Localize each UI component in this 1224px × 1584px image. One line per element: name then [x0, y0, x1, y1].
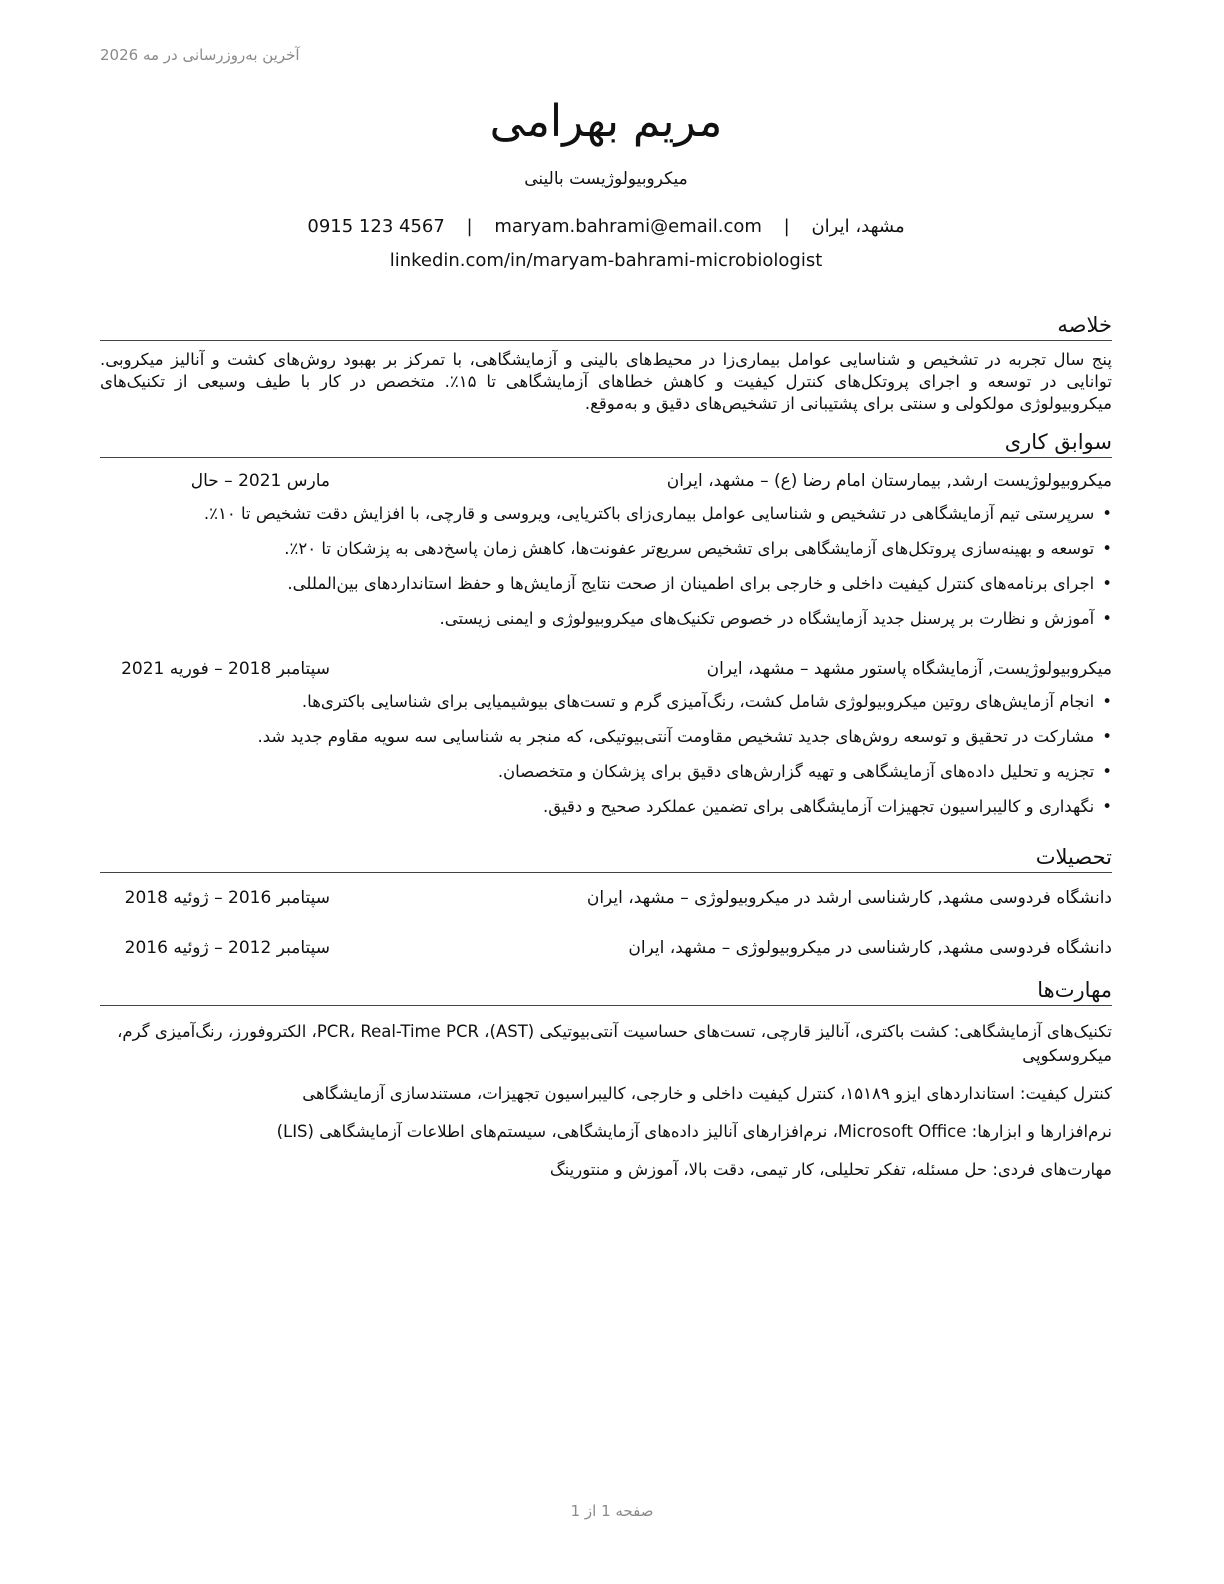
page-number: صفحه 1 از 1: [570, 1502, 654, 1520]
bullet-item: [100, 531, 1112, 566]
last-updated-note: آخرین به‌روزرسانی در مه 2026: [100, 46, 300, 64]
education-dates: سپتامبر 2016 – ژوئیه 2018: [124, 888, 330, 908]
job-header: [100, 654, 1112, 684]
education-entry: [100, 933, 1112, 963]
summary-text: پنج سال تجربه در تشخیص و شناسایی عوامل بیماری‌زا در محیط‌های بالینی و آزمایشگاهی، با تمرکز بر بهبود روش‌های کشت و آنالیز میکروبی. توانایی در توسعه و اجرای پروتکل‌های کنترل کیفیت و کاهش خطاهای آزمایشگاهی تا ۱۵٪. متخصص در کار با طیف وسیعی از تکنیک‌های میکروبیولوژی مولکولی و سنتی برای پشتیبانی از تشخیص‌های دقیق و به‌موقع.: [100, 350, 1112, 413]
skills-heading: مهارت‌ها: [100, 975, 1112, 1006]
skills-section: [100, 975, 1112, 1182]
bullet-item: [100, 684, 1112, 719]
separator: |: [466, 216, 473, 237]
experience-section: [100, 427, 1112, 824]
summary-section: [100, 310, 1112, 415]
bullet-text: اجرای برنامه‌های کنترل کیفیت داخلی و خارجی برای اطمینان از صحت نتایج آزمایش‌ها و حفظ استانداردهای بین‌المللی.: [287, 574, 1095, 593]
bullet-icon: •: [1102, 762, 1112, 781]
bullet-icon: •: [1102, 609, 1112, 628]
bullet-item: [100, 754, 1112, 789]
bullet-item: [100, 566, 1112, 601]
job-dates: مارس 2021 – حال: [190, 471, 330, 491]
bullet-icon: •: [1102, 797, 1112, 816]
bullet-text: نگهداری و کالیبراسیون تجهیزات آزمایشگاهی برای تضمین عملکرد صحیح و دقیق.: [542, 797, 1095, 816]
education-section: [100, 842, 1112, 963]
linkedin-line: [100, 248, 1112, 274]
bullet-item: [100, 789, 1112, 824]
bullet-icon: •: [1102, 539, 1112, 558]
education-text: دانشگاه فردوسی مشهد, کارشناسی ارشد در میکروبیولوژی – مشهد، ایران: [586, 888, 1112, 908]
contact-line: [100, 214, 1112, 240]
job-bullets: [100, 684, 1112, 824]
candidate-name: مریم بهرامی: [489, 96, 723, 147]
job-header: [100, 466, 1112, 496]
bullet-text: انجام آزمایش‌های روتین میکروبیولوژی شامل کشت، رنگ‌آمیزی گرم و تست‌های بیوشیمیایی برای شناسایی باکتری‌ها.: [301, 692, 1095, 711]
education-dates: سپتامبر 2012 – ژوئیه 2016: [124, 938, 330, 958]
education-heading: تحصیلات: [100, 842, 1112, 873]
skill-line: کنترل کیفیت: استانداردهای ایزو ۱۵۱۸۹، کنترل کیفیت داخلی و خارجی، کالیبراسیون تجهیزات، مستندسازی آزمایشگاهی: [302, 1084, 1112, 1103]
skill-line: مهارت‌های فردی: حل مسئله، تفکر تحلیلی، کار تیمی، دقت بالا، آموزش و منتورینگ: [549, 1160, 1112, 1179]
summary-heading: خلاصه: [100, 310, 1112, 341]
experience-heading: سوابق کاری: [100, 427, 1112, 458]
bullet-item: [100, 719, 1112, 754]
location: مشهد، ایران: [811, 216, 905, 237]
job-dates: سپتامبر 2018 – فوریه 2021: [121, 659, 330, 679]
separator: |: [783, 216, 790, 237]
skill-line: تکنیک‌های آزمایشگاهی: کشت باکتری، آنالیز قارچی، تست‌های حساسیت آنتی‌بیوتیکی (AST)، PCR، Real-Time PCR، الکتروفورز، رنگ‌آمیزی گرم، میکروسکوپی: [117, 1022, 1112, 1065]
bullet-icon: •: [1102, 692, 1112, 711]
bullet-text: توسعه و بهینه‌سازی پروتکل‌های آزمایشگاهی برای تشخیص سریع‌تر عفونت‌ها، کاهش زمان پاسخ‌دهی به پزشکان تا ۲۰٪.: [284, 539, 1095, 558]
linkedin-link[interactable]: linkedin.com/in/maryam-bahrami-microbiologist: [389, 250, 823, 271]
job-title: میکروبیولوژیست, آزمایشگاه پاستور مشهد – مشهد، ایران: [706, 659, 1112, 679]
phone-number: 0915 123 4567: [307, 216, 445, 237]
email-link[interactable]: maryam.bahrami@email.com: [494, 216, 762, 237]
bullet-icon: •: [1102, 727, 1112, 746]
candidate-title: میکروبیولوژیست بالینی: [524, 169, 688, 189]
education-text: دانشگاه فردوسی مشهد, کارشناسی در میکروبیولوژی – مشهد، ایران: [628, 938, 1112, 958]
skill-line: نرم‌افزارها و ابزارها: Microsoft Office، نرم‌افزارهای آنالیز داده‌های آزمایشگاهی، سیستم‌های اطلاعات آزمایشگاهی (LIS): [276, 1122, 1112, 1141]
resume-header: [100, 92, 1112, 274]
bullet-text: سرپرستی تیم آزمایشگاهی در تشخیص و شناسایی عوامل بیماری‌زای باکتریایی، ویروسی و قارچی، با افزایش دقت تشخیص تا ۱۰٪.: [203, 504, 1095, 523]
bullet-item: [100, 601, 1112, 636]
education-entry: [100, 883, 1112, 913]
bullet-text: تجزیه و تحلیل داده‌های آزمایشگاهی و تهیه گزارش‌های دقیق برای پزشکان و متخصصان.: [497, 762, 1095, 781]
bullet-text: آموزش و نظارت بر پرسنل جدید آزمایشگاه در خصوص تکنیک‌های میکروبیولوژی و ایمنی زیستی.: [439, 609, 1095, 628]
resume-body: [100, 310, 1112, 1196]
bullet-item: [100, 496, 1112, 531]
bullet-icon: •: [1102, 504, 1112, 523]
job-entry: [100, 654, 1112, 824]
job-bullets: [100, 496, 1112, 636]
bullet-icon: •: [1102, 574, 1112, 593]
bullet-text: مشارکت در تحقیق و توسعه روش‌های جدید تشخیص مقاومت آنتی‌بیوتیکی، که منجر به شناسایی سه سویه مقاوم جدید شد.: [257, 727, 1095, 746]
job-entry: [100, 466, 1112, 636]
job-title: میکروبیولوژیست ارشد, بیمارستان امام رضا (ع) – مشهد، ایران: [666, 471, 1112, 491]
